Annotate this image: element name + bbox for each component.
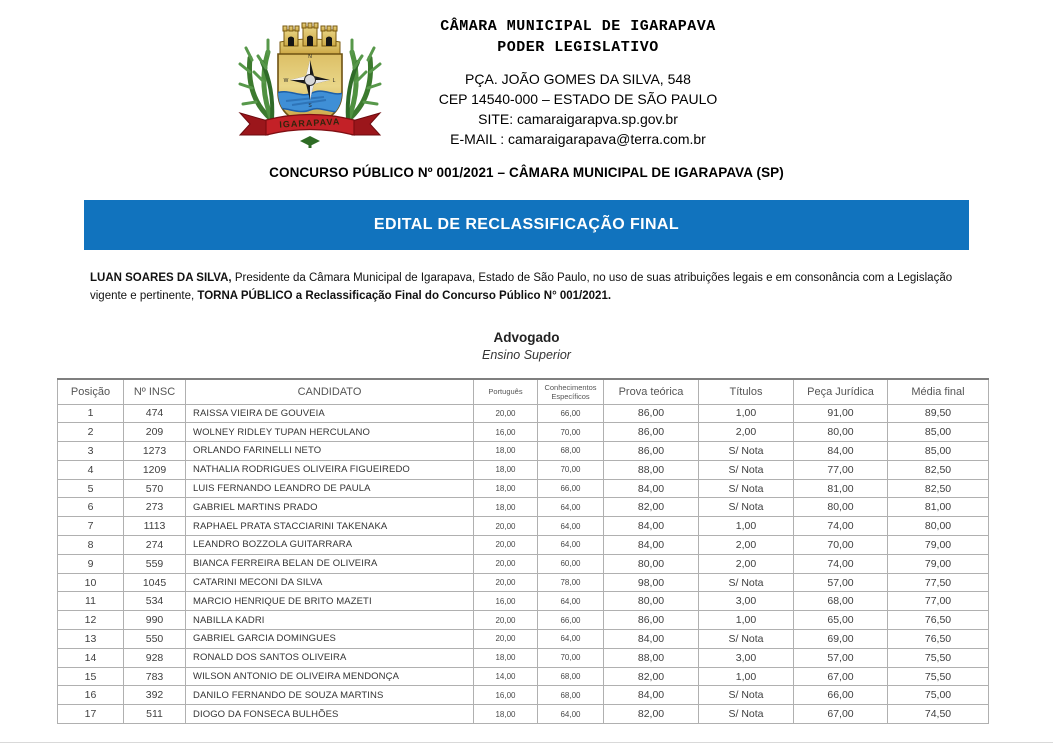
cell-posicao: 6 — [58, 498, 124, 517]
cell-media-final: 77,50 — [888, 573, 989, 592]
cell-conhecimentos-especificos: 64,00 — [538, 536, 604, 555]
address-line-email: E-MAIL : camaraigarapava@terra.com.br — [450, 131, 706, 147]
cell-insc: 570 — [124, 479, 186, 498]
compass-letter-w: W — [283, 78, 289, 84]
cell-titulos: S/ Nota — [699, 442, 794, 461]
cell-media-final: 85,00 — [888, 442, 989, 461]
cell-conhecimentos-especificos: 66,00 — [538, 479, 604, 498]
address-line-site: SITE: camaraigarapva.sp.gov.br — [478, 111, 678, 127]
role-subtitle: Ensino Superior — [482, 348, 571, 362]
igarapava-coat-of-arms — [228, 2, 392, 150]
cell-titulos: 2,00 — [699, 536, 794, 555]
cell-peca-juridica: 57,00 — [794, 648, 888, 667]
ribbon-banner-icon — [240, 113, 380, 135]
cell-portugues: 18,00 — [474, 442, 538, 461]
cell-titulos: S/ Nota — [699, 686, 794, 705]
cell-insc: 990 — [124, 611, 186, 630]
cell-insc: 559 — [124, 554, 186, 573]
edital-banner-title: EDITAL DE RECLASSIFICAÇÃO FINAL — [373, 216, 680, 233]
cell-portugues: 18,00 — [474, 498, 538, 517]
cell-candidato: MARCIO HENRIQUE DE BRITO MAZETI — [186, 592, 474, 611]
cell-posicao: 14 — [58, 648, 124, 667]
cell-candidato: RAISSA VIEIRA DE GOUVEIA — [186, 404, 474, 423]
cell-peca-juridica: 70,00 — [794, 536, 888, 555]
cell-conhecimentos-especificos: 64,00 — [538, 517, 604, 536]
cell-posicao: 1 — [58, 404, 124, 423]
cell-candidato: DIOGO DA FONSECA BULHÕES — [186, 705, 474, 724]
cell-prova-teorica: 82,00 — [604, 667, 699, 686]
cell-portugues: 20,00 — [474, 404, 538, 423]
cell-titulos: S/ Nota — [699, 630, 794, 649]
column-header-conhecimentos-especificos: Conhecimentos Específicos — [538, 379, 604, 404]
cell-prova-teorica: 86,00 — [604, 611, 699, 630]
cell-conhecimentos-especificos: 78,00 — [538, 573, 604, 592]
cell-peca-juridica: 80,00 — [794, 423, 888, 442]
cell-posicao: 17 — [58, 705, 124, 724]
cell-insc: 274 — [124, 536, 186, 555]
table-row — [58, 442, 989, 461]
cell-prova-teorica: 88,00 — [604, 648, 699, 667]
cell-candidato: GABRIEL MARTINS PRADO — [186, 498, 474, 517]
cell-portugues: 20,00 — [474, 517, 538, 536]
cell-portugues: 18,00 — [474, 460, 538, 479]
cell-posicao: 15 — [58, 667, 124, 686]
cell-media-final: 82,50 — [888, 460, 989, 479]
cell-candidato: LEANDRO BOZZOLA GUITARRARA — [186, 536, 474, 555]
cell-titulos: 3,00 — [699, 592, 794, 611]
cell-titulos: 1,00 — [699, 667, 794, 686]
cell-titulos: 1,00 — [699, 611, 794, 630]
paragraph-bold-end: TORNA PÚBLICO a Reclassificação Final do Concurso Público N° 001/2021. — [197, 289, 612, 302]
cell-insc: 474 — [124, 404, 186, 423]
cell-media-final: 75,00 — [888, 686, 989, 705]
cell-media-final: 77,00 — [888, 592, 989, 611]
cell-conhecimentos-especificos: 64,00 — [538, 705, 604, 724]
cell-insc: 928 — [124, 648, 186, 667]
cell-peca-juridica: 74,00 — [794, 517, 888, 536]
cell-peca-juridica: 57,00 — [794, 573, 888, 592]
cell-insc: 511 — [124, 705, 186, 724]
cell-titulos: 1,00 — [699, 404, 794, 423]
cell-portugues: 20,00 — [474, 630, 538, 649]
cell-peca-juridica: 69,00 — [794, 630, 888, 649]
table-row — [58, 554, 989, 573]
column-header-titulos: Títulos — [699, 379, 794, 404]
cell-peca-juridica: 80,00 — [794, 498, 888, 517]
cell-prova-teorica: 82,00 — [604, 705, 699, 724]
cell-media-final: 89,50 — [888, 404, 989, 423]
address-line: PÇA. JOÃO GOMES DA SILVA, 548 — [465, 71, 691, 87]
cell-peca-juridica: 81,00 — [794, 479, 888, 498]
cell-portugues: 16,00 — [474, 423, 538, 442]
address-block — [398, 69, 758, 149]
column-header-prova-teorica: Prova teórica — [604, 379, 699, 404]
cell-peca-juridica: 67,00 — [794, 667, 888, 686]
cell-titulos: 2,00 — [699, 554, 794, 573]
paragraph-bold-start: LUAN SOARES DA SILVA, — [90, 272, 232, 284]
results-table-container — [57, 378, 989, 724]
cell-prova-teorica: 88,00 — [604, 460, 699, 479]
cell-insc: 273 — [124, 498, 186, 517]
cell-conhecimentos-especificos: 68,00 — [538, 686, 604, 705]
cell-posicao: 4 — [58, 460, 124, 479]
cell-titulos: S/ Nota — [699, 705, 794, 724]
subject-line: CONCURSO PÚBLICO Nº 001/2021 – CÂMARA MUNICIPAL DE IGARAPAVA (SP) — [269, 165, 784, 180]
cell-conhecimentos-especificos: 66,00 — [538, 611, 604, 630]
cell-conhecimentos-especificos: 70,00 — [538, 648, 604, 667]
cell-peca-juridica: 84,00 — [794, 442, 888, 461]
cell-candidato: WOLNEY RIDLEY TUPAN HERCULANO — [186, 423, 474, 442]
cell-titulos: S/ Nota — [699, 479, 794, 498]
paragraph-middle: Presidente da Câmara Municipal de Igarapava, Estado de São Paulo, no uso de suas atribuições legais e em consonância com a Legislação vigente e pertinente, — [90, 272, 953, 302]
cell-media-final: 75,50 — [888, 667, 989, 686]
laurel-branch-right-icon — [348, 40, 380, 120]
column-header-media-final: Média final — [888, 379, 989, 404]
cell-media-final: 75,50 — [888, 648, 989, 667]
table-row — [58, 460, 989, 479]
table-header-row — [58, 379, 989, 404]
cell-peca-juridica: 67,00 — [794, 705, 888, 724]
role-title: Advogado — [493, 330, 560, 345]
table-row — [58, 630, 989, 649]
table-row — [58, 686, 989, 705]
body-paragraph — [90, 270, 964, 305]
cell-candidato: GABRIEL GARCIA DOMINGUES — [186, 630, 474, 649]
ribbon-text: IGARAPAVA — [279, 116, 341, 130]
cell-insc: 1209 — [124, 460, 186, 479]
page-bottom-rule — [0, 742, 1053, 743]
cell-media-final: 74,50 — [888, 705, 989, 724]
mural-crown-icon — [280, 23, 340, 54]
cell-conhecimentos-especificos: 70,00 — [538, 460, 604, 479]
cell-prova-teorica: 84,00 — [604, 479, 699, 498]
cell-posicao: 3 — [58, 442, 124, 461]
table-row — [58, 404, 989, 423]
column-header-candidato: CANDIDATO — [186, 379, 474, 404]
cell-portugues: 20,00 — [474, 573, 538, 592]
sprig-icon — [300, 136, 320, 148]
cell-prova-teorica: 80,00 — [604, 554, 699, 573]
cell-portugues: 18,00 — [474, 648, 538, 667]
cell-posicao: 11 — [58, 592, 124, 611]
cell-insc: 1113 — [124, 517, 186, 536]
cell-conhecimentos-especificos: 64,00 — [538, 630, 604, 649]
cell-candidato: RAPHAEL PRATA STACCIARINI TAKENAKA — [186, 517, 474, 536]
cell-titulos: S/ Nota — [699, 573, 794, 592]
cell-peca-juridica: 66,00 — [794, 686, 888, 705]
cell-posicao: 10 — [58, 573, 124, 592]
cell-media-final: 79,00 — [888, 536, 989, 555]
cell-insc: 209 — [124, 423, 186, 442]
cell-prova-teorica: 86,00 — [604, 442, 699, 461]
compass-letter-s: S — [308, 103, 312, 109]
cell-portugues: 20,00 — [474, 536, 538, 555]
table-row — [58, 517, 989, 536]
cell-posicao: 9 — [58, 554, 124, 573]
cell-media-final: 76,50 — [888, 611, 989, 630]
column-header-posicao: Posição — [58, 379, 124, 404]
cell-candidato: BIANCA FERREIRA BELAN DE OLIVEIRA — [186, 554, 474, 573]
cell-prova-teorica: 84,00 — [604, 517, 699, 536]
cell-candidato: DANILO FERNANDO DE SOUZA MARTINS — [186, 686, 474, 705]
cell-conhecimentos-especificos: 70,00 — [538, 423, 604, 442]
table-row — [58, 592, 989, 611]
org-name: CÂMARA MUNICIPAL DE IGARAPAVA — [440, 18, 716, 35]
cell-prova-teorica: 86,00 — [604, 423, 699, 442]
cell-conhecimentos-especificos: 60,00 — [538, 554, 604, 573]
cell-candidato: ORLANDO FARINELLI NETO — [186, 442, 474, 461]
table-row — [58, 705, 989, 724]
cell-posicao: 16 — [58, 686, 124, 705]
cell-conhecimentos-especificos: 66,00 — [538, 404, 604, 423]
cell-peca-juridica: 68,00 — [794, 592, 888, 611]
cell-candidato: RONALD DOS SANTOS OLIVEIRA — [186, 648, 474, 667]
cell-media-final: 79,00 — [888, 554, 989, 573]
table-row — [58, 611, 989, 630]
cell-conhecimentos-especificos: 68,00 — [538, 442, 604, 461]
table-row — [58, 479, 989, 498]
cell-titulos: S/ Nota — [699, 498, 794, 517]
table-row — [58, 423, 989, 442]
cell-portugues: 16,00 — [474, 592, 538, 611]
letterhead — [398, 16, 758, 149]
cell-insc: 1273 — [124, 442, 186, 461]
cell-peca-juridica: 91,00 — [794, 404, 888, 423]
results-table-body — [58, 404, 989, 724]
cell-prova-teorica: 80,00 — [604, 592, 699, 611]
cell-portugues: 20,00 — [474, 554, 538, 573]
cell-peca-juridica: 74,00 — [794, 554, 888, 573]
cell-conhecimentos-especificos: 68,00 — [538, 667, 604, 686]
cell-posicao: 12 — [58, 611, 124, 630]
cell-peca-juridica: 65,00 — [794, 611, 888, 630]
table-row — [58, 498, 989, 517]
cell-portugues: 18,00 — [474, 479, 538, 498]
table-row — [58, 648, 989, 667]
cell-media-final: 80,00 — [888, 517, 989, 536]
cell-media-final: 82,50 — [888, 479, 989, 498]
cell-prova-teorica: 84,00 — [604, 536, 699, 555]
cell-titulos: 1,00 — [699, 517, 794, 536]
address-line: CEP 14540-000 – ESTADO DE SÃO PAULO — [438, 91, 718, 107]
cell-insc: 783 — [124, 667, 186, 686]
results-table — [57, 378, 989, 724]
column-header-peca-juridica: Peça Jurídica — [794, 379, 888, 404]
cell-portugues: 16,00 — [474, 686, 538, 705]
table-row — [58, 573, 989, 592]
cell-candidato: CATARINI MECONI DA SILVA — [186, 573, 474, 592]
cell-media-final: 76,50 — [888, 630, 989, 649]
cell-media-final: 81,00 — [888, 498, 989, 517]
cell-posicao: 5 — [58, 479, 124, 498]
org-subtitle: PODER LEGISLATIVO — [497, 39, 659, 56]
cell-portugues: 18,00 — [474, 705, 538, 724]
table-row — [58, 667, 989, 686]
compass-letter-n: N — [308, 54, 312, 60]
cell-peca-juridica: 77,00 — [794, 460, 888, 479]
laurel-branch-left-icon — [240, 40, 272, 120]
column-header-portugues: Português — [474, 379, 538, 404]
cell-insc: 1045 — [124, 573, 186, 592]
cell-candidato: WILSON ANTONIO DE OLIVEIRA MENDONÇA — [186, 667, 474, 686]
cell-prova-teorica: 84,00 — [604, 630, 699, 649]
cell-posicao: 13 — [58, 630, 124, 649]
cell-portugues: 14,00 — [474, 667, 538, 686]
cell-posicao: 8 — [58, 536, 124, 555]
cell-prova-teorica: 86,00 — [604, 404, 699, 423]
cell-prova-teorica: 84,00 — [604, 686, 699, 705]
table-row — [58, 536, 989, 555]
cell-candidato: NABILLA KADRI — [186, 611, 474, 630]
cell-titulos: 2,00 — [699, 423, 794, 442]
cell-conhecimentos-especificos: 64,00 — [538, 498, 604, 517]
cell-posicao: 7 — [58, 517, 124, 536]
cell-posicao: 2 — [58, 423, 124, 442]
cell-insc: 534 — [124, 592, 186, 611]
edital-banner — [84, 200, 969, 250]
cell-media-final: 85,00 — [888, 423, 989, 442]
compass-letter-l: L — [332, 78, 336, 84]
cell-prova-teorica: 82,00 — [604, 498, 699, 517]
cell-insc: 550 — [124, 630, 186, 649]
cell-titulos: S/ Nota — [699, 460, 794, 479]
cell-titulos: 3,00 — [699, 648, 794, 667]
cell-candidato: LUIS FERNANDO LEANDRO DE PAULA — [186, 479, 474, 498]
cell-candidato: NATHALIA RODRIGUES OLIVEIRA FIGUEIREDO — [186, 460, 474, 479]
cell-prova-teorica: 98,00 — [604, 573, 699, 592]
column-header-insc: Nº INSC — [124, 379, 186, 404]
cell-conhecimentos-especificos: 64,00 — [538, 592, 604, 611]
cell-insc: 392 — [124, 686, 186, 705]
cell-portugues: 20,00 — [474, 611, 538, 630]
